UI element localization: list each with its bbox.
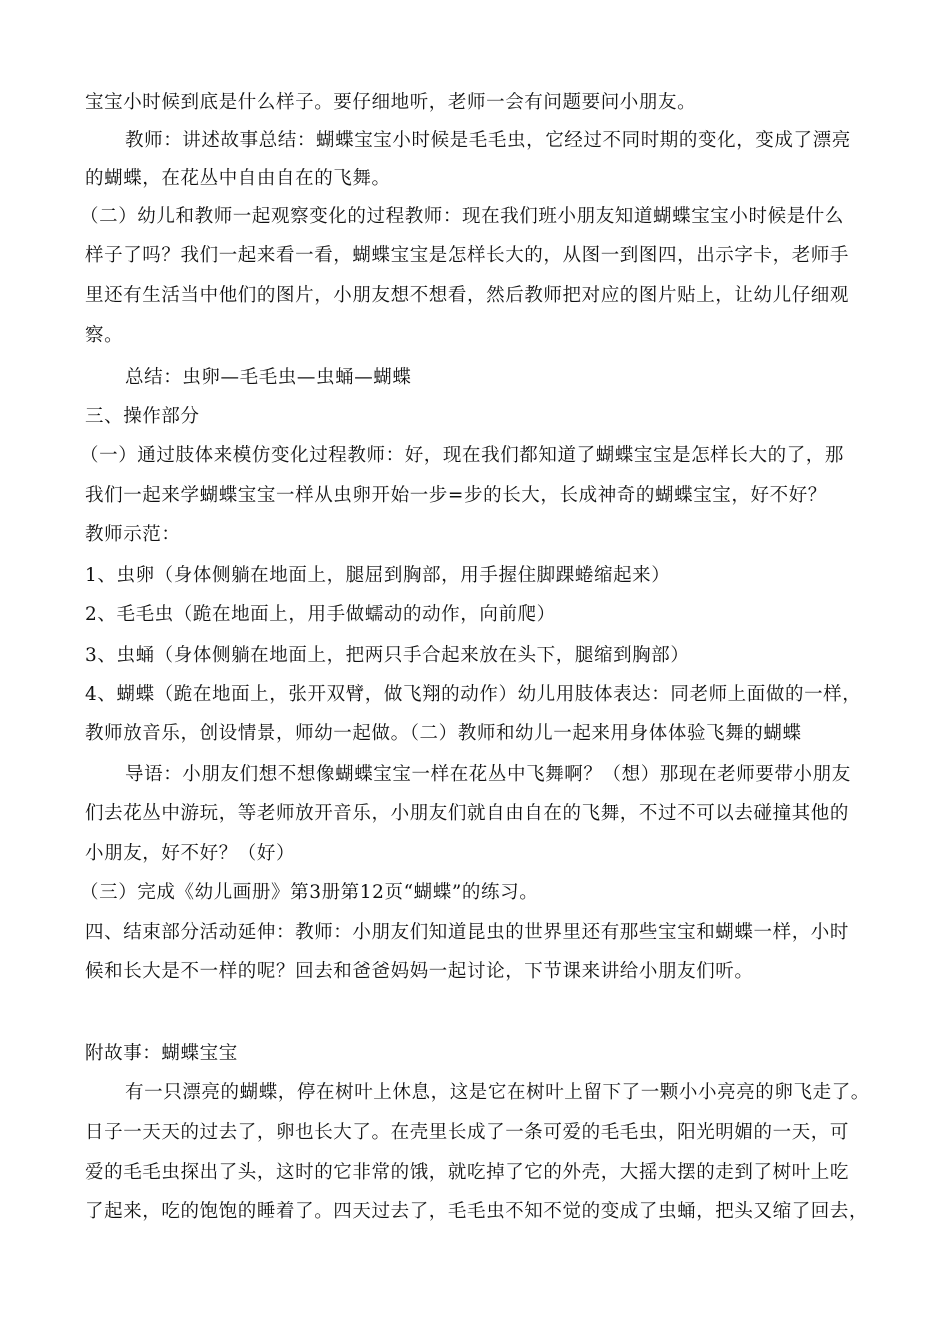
text-line: 我们一起来学蝴蝶宝宝一样从虫卵开始一步=步的长大，长成神奇的蝴蝶宝宝，好不好？ xyxy=(85,485,827,506)
text-line: 小朋友，好不好？（好） xyxy=(85,843,296,864)
list-item: 1、虫卵（身体侧躺在地面上，腿屈到胸部，用手握住脚踝蜷缩起来） xyxy=(85,565,671,586)
section-heading: 三、操作部分 xyxy=(85,406,200,427)
text-line: 教师：讲述故事总结：蝴蝶宝宝小时候是毛毛虫，它经过不同时期的变化，变成了漂亮 xyxy=(125,130,851,151)
text-line: 的蝴蝶，在花丛中自由自在的飞舞。 xyxy=(85,168,391,189)
text-line: 总结：虫卵—毛毛虫—虫蛹—蝴蝶 xyxy=(125,367,412,388)
text-line: 宝宝小时候到底是什么样子。要仔细地听，老师一会有问题要问小朋友。 xyxy=(85,92,697,113)
list-item: 2、毛毛虫（跪在地面上，用手做蠕动的动作，向前爬） xyxy=(85,604,556,625)
text-line: （一）通过肢体来模仿变化过程教师：好，现在我们都知道了蝴蝶宝宝是怎样长大的了，那 xyxy=(80,445,845,466)
text-line: 察。 xyxy=(85,325,124,346)
list-item: 4、蝴蝶（跪在地面上，张开双臂，做飞翔的动作）幼儿用肢体表达：同老师上面做的一样， xyxy=(85,684,862,705)
text-line: 教师放音乐，创设情景，师幼一起做。（二）教师和幼儿一起来用身体体验飞舞的蝴蝶 xyxy=(85,723,802,744)
text-line: 里还有生活当中他们的图片，小朋友想不想看，然后教师把对应的图片贴上，让幼儿仔细观 xyxy=(85,285,850,306)
text-line: 教师示范： xyxy=(85,524,181,545)
text-line: （二）幼儿和教师一起观察变化的过程教师：现在我们班小朋友知道蝴蝶宝宝小时候是什么 xyxy=(80,206,845,227)
section-heading: 四、结束部分活动延伸：教师：小朋友们知道昆虫的世界里还有那些宝宝和蝴蝶一样，小时 xyxy=(85,922,850,943)
text-line: （三）完成《幼儿画册》第3册第12页“蝴蝶”的练习。 xyxy=(80,882,539,903)
text-line: 候和长大是不一样的呢？回去和爸爸妈妈一起讨论，下节课来讲给小朋友们听。 xyxy=(85,961,754,982)
text-line: 导语：小朋友们想不想像蝴蝶宝宝一样在花丛中飞舞啊？（想）那现在老师要带小朋友 xyxy=(125,764,851,785)
text-line: 样子了吗？我们一起来看一看，蝴蝶宝宝是怎样长大的，从图一到图四，出示字卡，老师手 xyxy=(85,245,850,266)
text-line: 日子一天天的过去了，卵也长大了。在壳里长成了一条可爱的毛毛虫，阳光明媚的一天，可 xyxy=(85,1122,850,1143)
text-line: 们去花丛中游玩，等老师放开音乐，小朋友们就自由自在的飞舞，不过不可以去碰撞其他的 xyxy=(85,803,850,824)
text-line: 爱的毛毛虫探出了头，这时的它非常的饿，就吃掉了它的外壳，大摇大摆的走到了树叶上吃 xyxy=(85,1162,850,1183)
text-line: 了起来，吃的饱饱的睡着了。四天过去了，毛毛虫不知不觉的变成了虫蛹，把头又缩了回去， xyxy=(85,1201,869,1222)
story-title: 附故事：蝴蝶宝宝 xyxy=(85,1043,238,1064)
text-line: 有一只漂亮的蝴蝶，停在树叶上休息，这是它在树叶上留下了一颗小小亮亮的卵飞走了。 xyxy=(125,1082,870,1103)
list-item: 3、虫蛹（身体侧躺在地面上，把两只手合起来放在头下，腿缩到胸部） xyxy=(85,645,690,666)
